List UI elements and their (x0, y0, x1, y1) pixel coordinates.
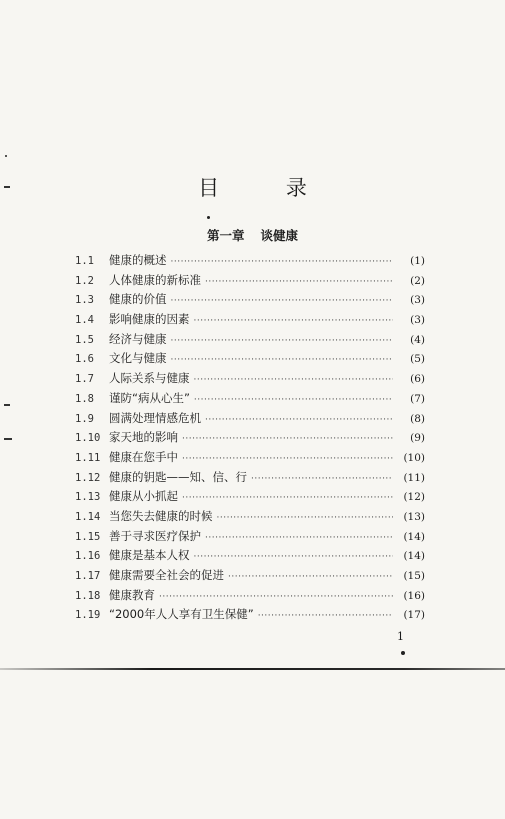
toc-leader-dots (171, 332, 394, 352)
toc-page-ref: (17) (403, 609, 425, 622)
toc-section-title: 健康的概述 (109, 253, 167, 267)
scan-speck (5, 155, 7, 157)
toc-page-ref: (9) (410, 432, 425, 445)
toc-entry (75, 349, 425, 369)
toc-section-number: 1.2 (75, 274, 94, 287)
toc-leader-dots (194, 371, 394, 391)
edge-mark (4, 404, 10, 406)
toc-leader-dots (194, 391, 393, 411)
toc-page-ref: (12) (403, 491, 425, 504)
toc-page-ref: (8) (410, 412, 425, 425)
toc-page-ref: (11) (403, 471, 425, 484)
toc-section-number: 1.8 (75, 392, 94, 405)
toc-section-number: 1.9 (75, 412, 94, 425)
toc-leader-dots (171, 253, 394, 273)
chapter-number: 第一章 (206, 228, 245, 243)
toc-entry (75, 271, 425, 291)
toc-entry (75, 369, 425, 389)
toc-section-title: 健康需要全社会的促进 (109, 568, 224, 582)
toc-section-title: 当您失去健康的时候 (109, 508, 213, 523)
toc-section-number: 1.3 (75, 294, 94, 307)
toc-section-number: 1.5 (75, 333, 94, 346)
toc-entry (75, 487, 425, 507)
toc-leader-dots (194, 312, 394, 332)
toc-section-number: 1.19 (75, 609, 101, 622)
toc-section-title: 健康从小抓起 (109, 489, 178, 504)
toc-section-title: 谨防“病从心生” (109, 390, 190, 405)
toc-section-title: 人体健康的新标准 (109, 272, 201, 287)
toc-leader-dots (258, 607, 393, 627)
toc-entry (75, 389, 425, 409)
chapter-title: 谈健康 (260, 228, 299, 243)
toc-leader-dots (205, 273, 393, 293)
toc-page-ref: (14) (403, 530, 425, 543)
toc-section-number: 1.18 (75, 589, 101, 602)
page-number: 1 (397, 630, 404, 643)
toc-entry (75, 468, 425, 488)
toc-section-number: 1.17 (75, 570, 101, 582)
toc-entry (75, 409, 425, 429)
toc-leader-dots (217, 509, 394, 529)
scan-speck (401, 651, 405, 655)
toc-entry (75, 448, 425, 468)
edge-mark (4, 438, 12, 440)
toc-page-ref: (2) (410, 274, 425, 287)
toc-page-ref: (4) (410, 333, 425, 346)
toc-section-title: 健康在您手中 (109, 449, 178, 464)
toc-entry (75, 310, 425, 330)
toc-entry (75, 605, 425, 625)
toc-page-ref: (10) (403, 451, 425, 464)
toc-section-number: 1.14 (75, 510, 101, 523)
toc-entry (75, 507, 425, 527)
toc-page-ref: (16) (403, 589, 425, 602)
toc-entry (75, 546, 425, 566)
toc-section-number: 1.10 (75, 432, 101, 445)
toc-page-ref: (1) (410, 255, 425, 267)
scan-speck (207, 216, 210, 219)
toc-leader-dots (171, 292, 394, 312)
toc-section-number: 1.16 (75, 550, 101, 563)
toc-section-title: “2000年人人享有卫生保健” (109, 607, 254, 622)
toc-section-title: 善于寻求医疗保护 (109, 528, 201, 543)
toc-section-title: 健康的钥匙——知、信、行 (109, 469, 247, 484)
toc-section-title: 圆满处理情感危机 (109, 410, 201, 425)
toc-entry (75, 527, 425, 547)
scan-rule (0, 668, 505, 670)
toc-leader-dots (205, 411, 393, 431)
toc-entry (75, 251, 425, 271)
toc-section-title: 文化与健康 (109, 351, 167, 366)
toc-section-number: 1.11 (75, 451, 101, 464)
toc-entry (75, 566, 425, 586)
toc-leader-dots (182, 489, 393, 509)
toc-section-number: 1.7 (75, 373, 94, 386)
toc-page-ref: (7) (410, 392, 425, 405)
toc-leader-dots (205, 529, 393, 549)
toc-page-ref: (5) (410, 353, 425, 366)
toc-page-ref: (14) (403, 550, 425, 563)
table-of-contents (75, 251, 425, 625)
toc-entry (75, 290, 425, 310)
toc-section-number: 1.15 (75, 530, 101, 543)
toc-section-title: 家天地的影响 (109, 430, 178, 445)
toc-page-ref: (3) (410, 314, 425, 327)
toc-section-number: 1.1 (75, 255, 94, 267)
toc-page-ref: (13) (403, 510, 425, 523)
toc-section-title: 影响健康的因素 (109, 312, 190, 327)
toc-section-title: 健康的价值 (109, 292, 167, 307)
toc-section-title: 人际关系与健康 (109, 371, 190, 386)
toc-section-title: 经济与健康 (109, 331, 167, 346)
chapter-heading (0, 226, 505, 244)
toc-leader-dots (228, 568, 393, 588)
toc-leader-dots (171, 351, 394, 371)
edge-mark (4, 186, 10, 188)
toc-section-title: 健康是基本人权 (109, 548, 190, 563)
toc-page-ref: (15) (403, 570, 425, 582)
toc-leader-dots (251, 470, 393, 490)
toc-section-number: 1.6 (75, 353, 94, 366)
toc-section-number: 1.4 (75, 314, 94, 327)
toc-entry (75, 428, 425, 448)
toc-page-ref: (6) (410, 373, 425, 386)
toc-section-title: 健康教育 (109, 587, 155, 602)
toc-section-number: 1.13 (75, 491, 101, 504)
toc-leader-dots (182, 430, 393, 450)
toc-page-ref: (3) (410, 294, 425, 307)
page-title: 目 录 (198, 176, 337, 200)
toc-entry (75, 586, 425, 606)
toc-entry (75, 330, 425, 350)
toc-section-number: 1.12 (75, 471, 101, 484)
